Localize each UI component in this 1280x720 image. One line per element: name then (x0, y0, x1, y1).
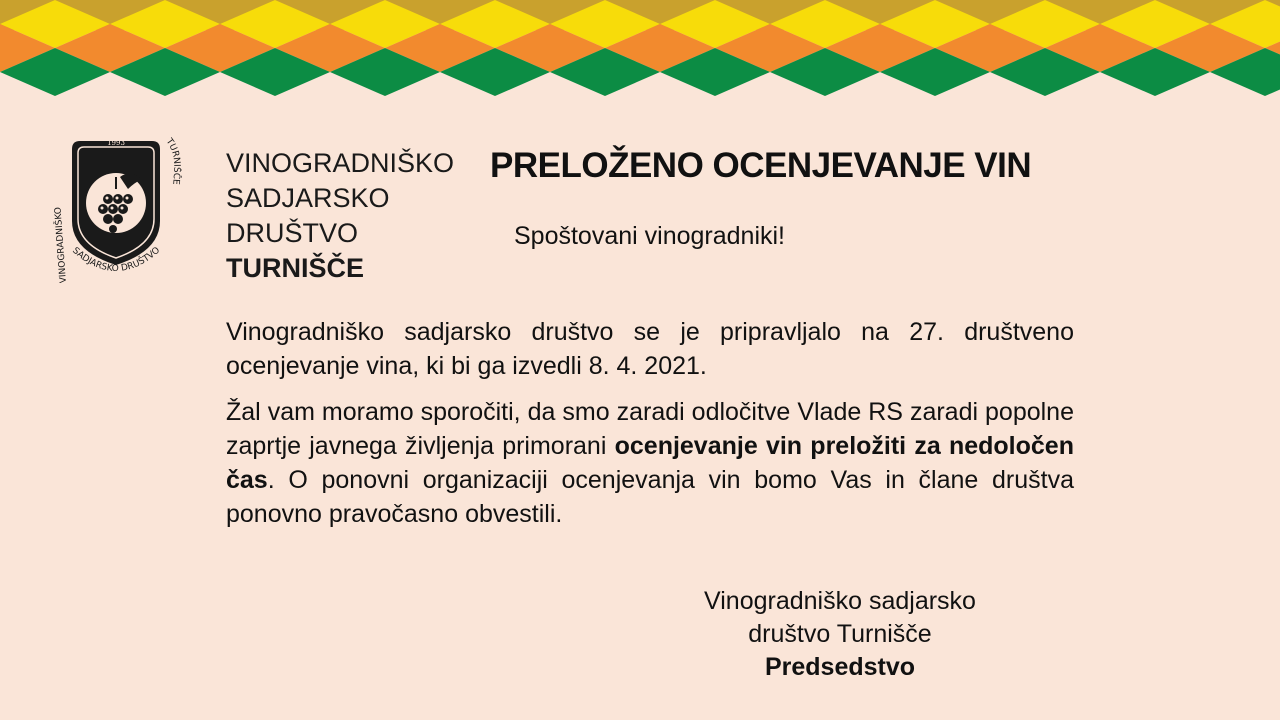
org-name-line-4: TURNIŠČE (226, 253, 365, 283)
page-title: PRELOŽENO OCENJEVANJE VIN (490, 146, 1032, 185)
signature-line-1: Vinogradniško sadjarsko (704, 587, 976, 615)
paragraph-2-emphasis: ocenjevanje vin preložiti za nedoločen čas (226, 432, 1074, 494)
paragraph-2 (226, 395, 1074, 531)
org-name-line-1: VINOGRADNIŠKO (226, 148, 455, 178)
logo-ring-text-bottom: SADJARSKO DRUŠTVO (70, 245, 163, 275)
org-name-line-3: DRUŠTVO (226, 218, 359, 248)
paragraph-2-end: . O ponovni organizaciji ocenjevanja vin bomo Vas in člane društva ponovno pravočasno obvestili. (226, 466, 1074, 528)
signature (640, 585, 1040, 684)
signature-line-2: društvo Turnišče (748, 620, 932, 648)
logo-ring-text-left: VINOGRADNIŠKO (53, 206, 69, 283)
logo-ring-text-right: TURNIŠČE (163, 136, 182, 186)
greeting: Spoštovani vinogradniki! (514, 222, 785, 250)
organization-name (226, 146, 454, 286)
org-name-line-2: SADJARSKO (226, 183, 390, 213)
paragraph-1: Vinogradniško sadjarsko društvo se je pripravljalo na 27. društveno ocenjevanje vina, ki bi ga izvedli 8. 4. 2021. (226, 318, 1074, 380)
society-logo (50, 133, 182, 283)
announcement-body (226, 315, 1074, 543)
logo-year: 1993 (107, 139, 125, 147)
paragraph-2-start: Žal vam moramo sporočiti, da smo zaradi odločitve Vlade RS zaradi popolne zaprtje javnega življenja primorani (226, 398, 1074, 460)
decorative-diamond-banner (0, 0, 1280, 100)
svg-text:VINOGRADNIŠKO (52, 207, 69, 283)
svg-text:TURNIŠČE (163, 136, 182, 185)
signature-line-3: Predsedstvo (764, 653, 916, 681)
